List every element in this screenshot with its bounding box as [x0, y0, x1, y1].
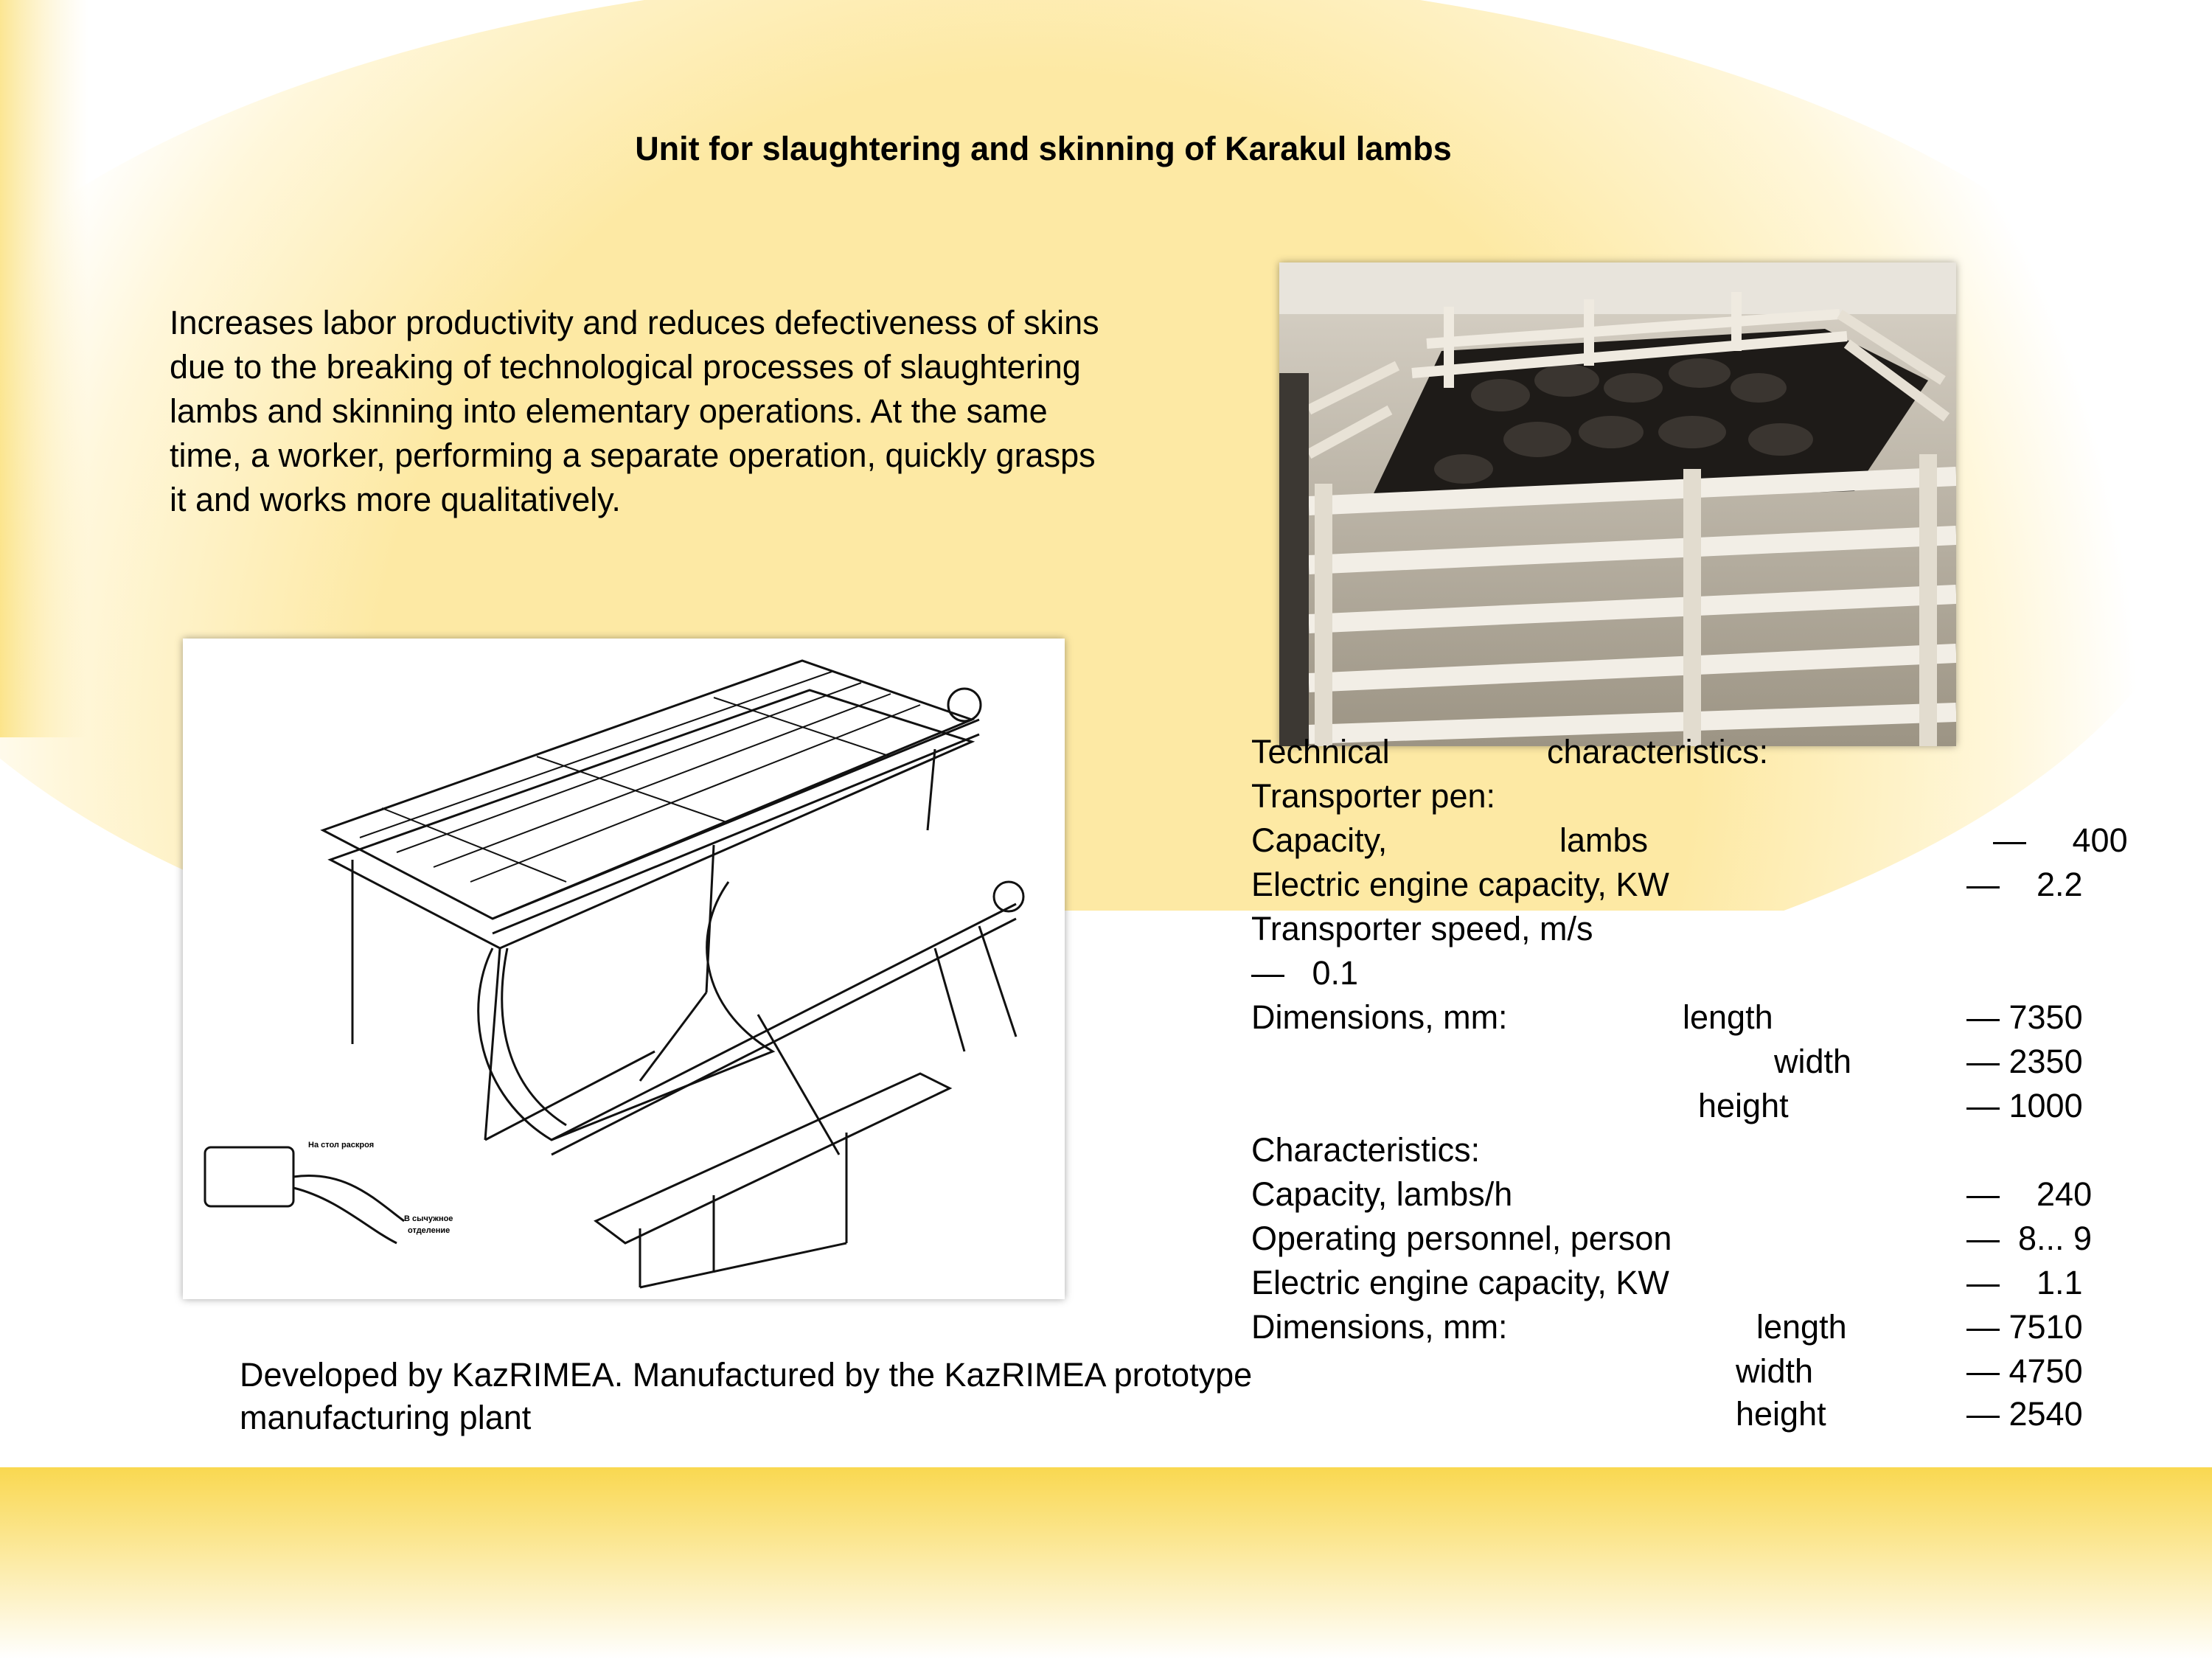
- footer-line: manufacturing plant: [240, 1399, 532, 1436]
- schematic-illustration: [183, 639, 1065, 1299]
- char-capacity-value: — 240: [1966, 1175, 2093, 1213]
- footer-line: Developed by KazRIMEA. Manufactured by the KazRIMEA prototype: [240, 1356, 1253, 1394]
- engine-label: Electric engine capacity, KW: [1251, 866, 1669, 903]
- engine-value: — 2.2: [1966, 866, 2083, 903]
- tech-heading-2: characteristics:: [1547, 733, 1769, 771]
- char-width-value: — 4750: [1966, 1352, 2083, 1390]
- char-engine-value: — 1.1: [1966, 1264, 2083, 1301]
- personnel-value: — 8... 9: [1966, 1220, 2093, 1257]
- tech-heading-1: Technical: [1251, 733, 1390, 771]
- capacity-value: — 400: [1993, 821, 2128, 859]
- speed-value: — 0.1: [1251, 954, 1359, 992]
- pen-heading: Transporter pen:: [1251, 777, 1495, 815]
- char-height-value: — 2540: [1966, 1395, 2083, 1433]
- intro-paragraph: [170, 301, 1231, 522]
- intro-line: due to the breaking of technological processes of slaughtering: [170, 348, 1081, 386]
- unit-schematic-drawing: [183, 639, 1065, 1299]
- intro-line: lambs and skinning into elementary operations. At the same: [170, 392, 1048, 430]
- char-dims-label: Dimensions, mm:: [1251, 1308, 1508, 1346]
- dims-length-value: — 7350: [1966, 998, 2083, 1036]
- dims-width-value: — 2350: [1966, 1043, 2083, 1080]
- personnel-label: Operating personnel, person: [1251, 1220, 1672, 1257]
- capacity-unit: lambs: [1559, 821, 1649, 859]
- label-cutting-table: На стол раскроя: [308, 1141, 375, 1150]
- capacity-label: Capacity,: [1251, 821, 1388, 859]
- dims-label: Dimensions, mm:: [1251, 998, 1508, 1036]
- intro-line: time, a worker, performing a separate operation, quickly grasps: [170, 437, 1096, 474]
- label-rennet-dept-1: В сычужное: [404, 1214, 453, 1223]
- char-height-label: height: [1736, 1395, 1826, 1433]
- dims-height-label: height: [1698, 1087, 1789, 1124]
- intro-line: it and works more qualitatively.: [170, 481, 621, 518]
- char-capacity-label: Capacity, lambs/h: [1251, 1175, 1513, 1213]
- char-engine-label: Electric engine capacity, KW: [1251, 1264, 1669, 1301]
- speed-label: Transporter speed, m/s: [1251, 910, 1593, 947]
- char-width-label: width: [1736, 1352, 1814, 1390]
- char-length-label: length: [1756, 1308, 1847, 1346]
- dims-length-label: length: [1683, 998, 1773, 1036]
- dims-width-label: width: [1774, 1043, 1852, 1080]
- char-heading: Characteristics:: [1251, 1131, 1481, 1169]
- photo-illustration: [1279, 262, 1956, 746]
- dims-height-value: — 1000: [1966, 1087, 2083, 1124]
- page-title: Unit for slaughtering and skinning of Karakul lambs: [635, 130, 1452, 167]
- footer-note: [240, 1354, 1390, 1439]
- intro-line: Increases labor productivity and reduces defectiveness of skins: [170, 304, 1099, 341]
- transporter-pen-photo: [1279, 262, 1956, 746]
- label-rennet-dept-2: отделение: [408, 1226, 451, 1235]
- char-length-value: — 7510: [1966, 1308, 2083, 1346]
